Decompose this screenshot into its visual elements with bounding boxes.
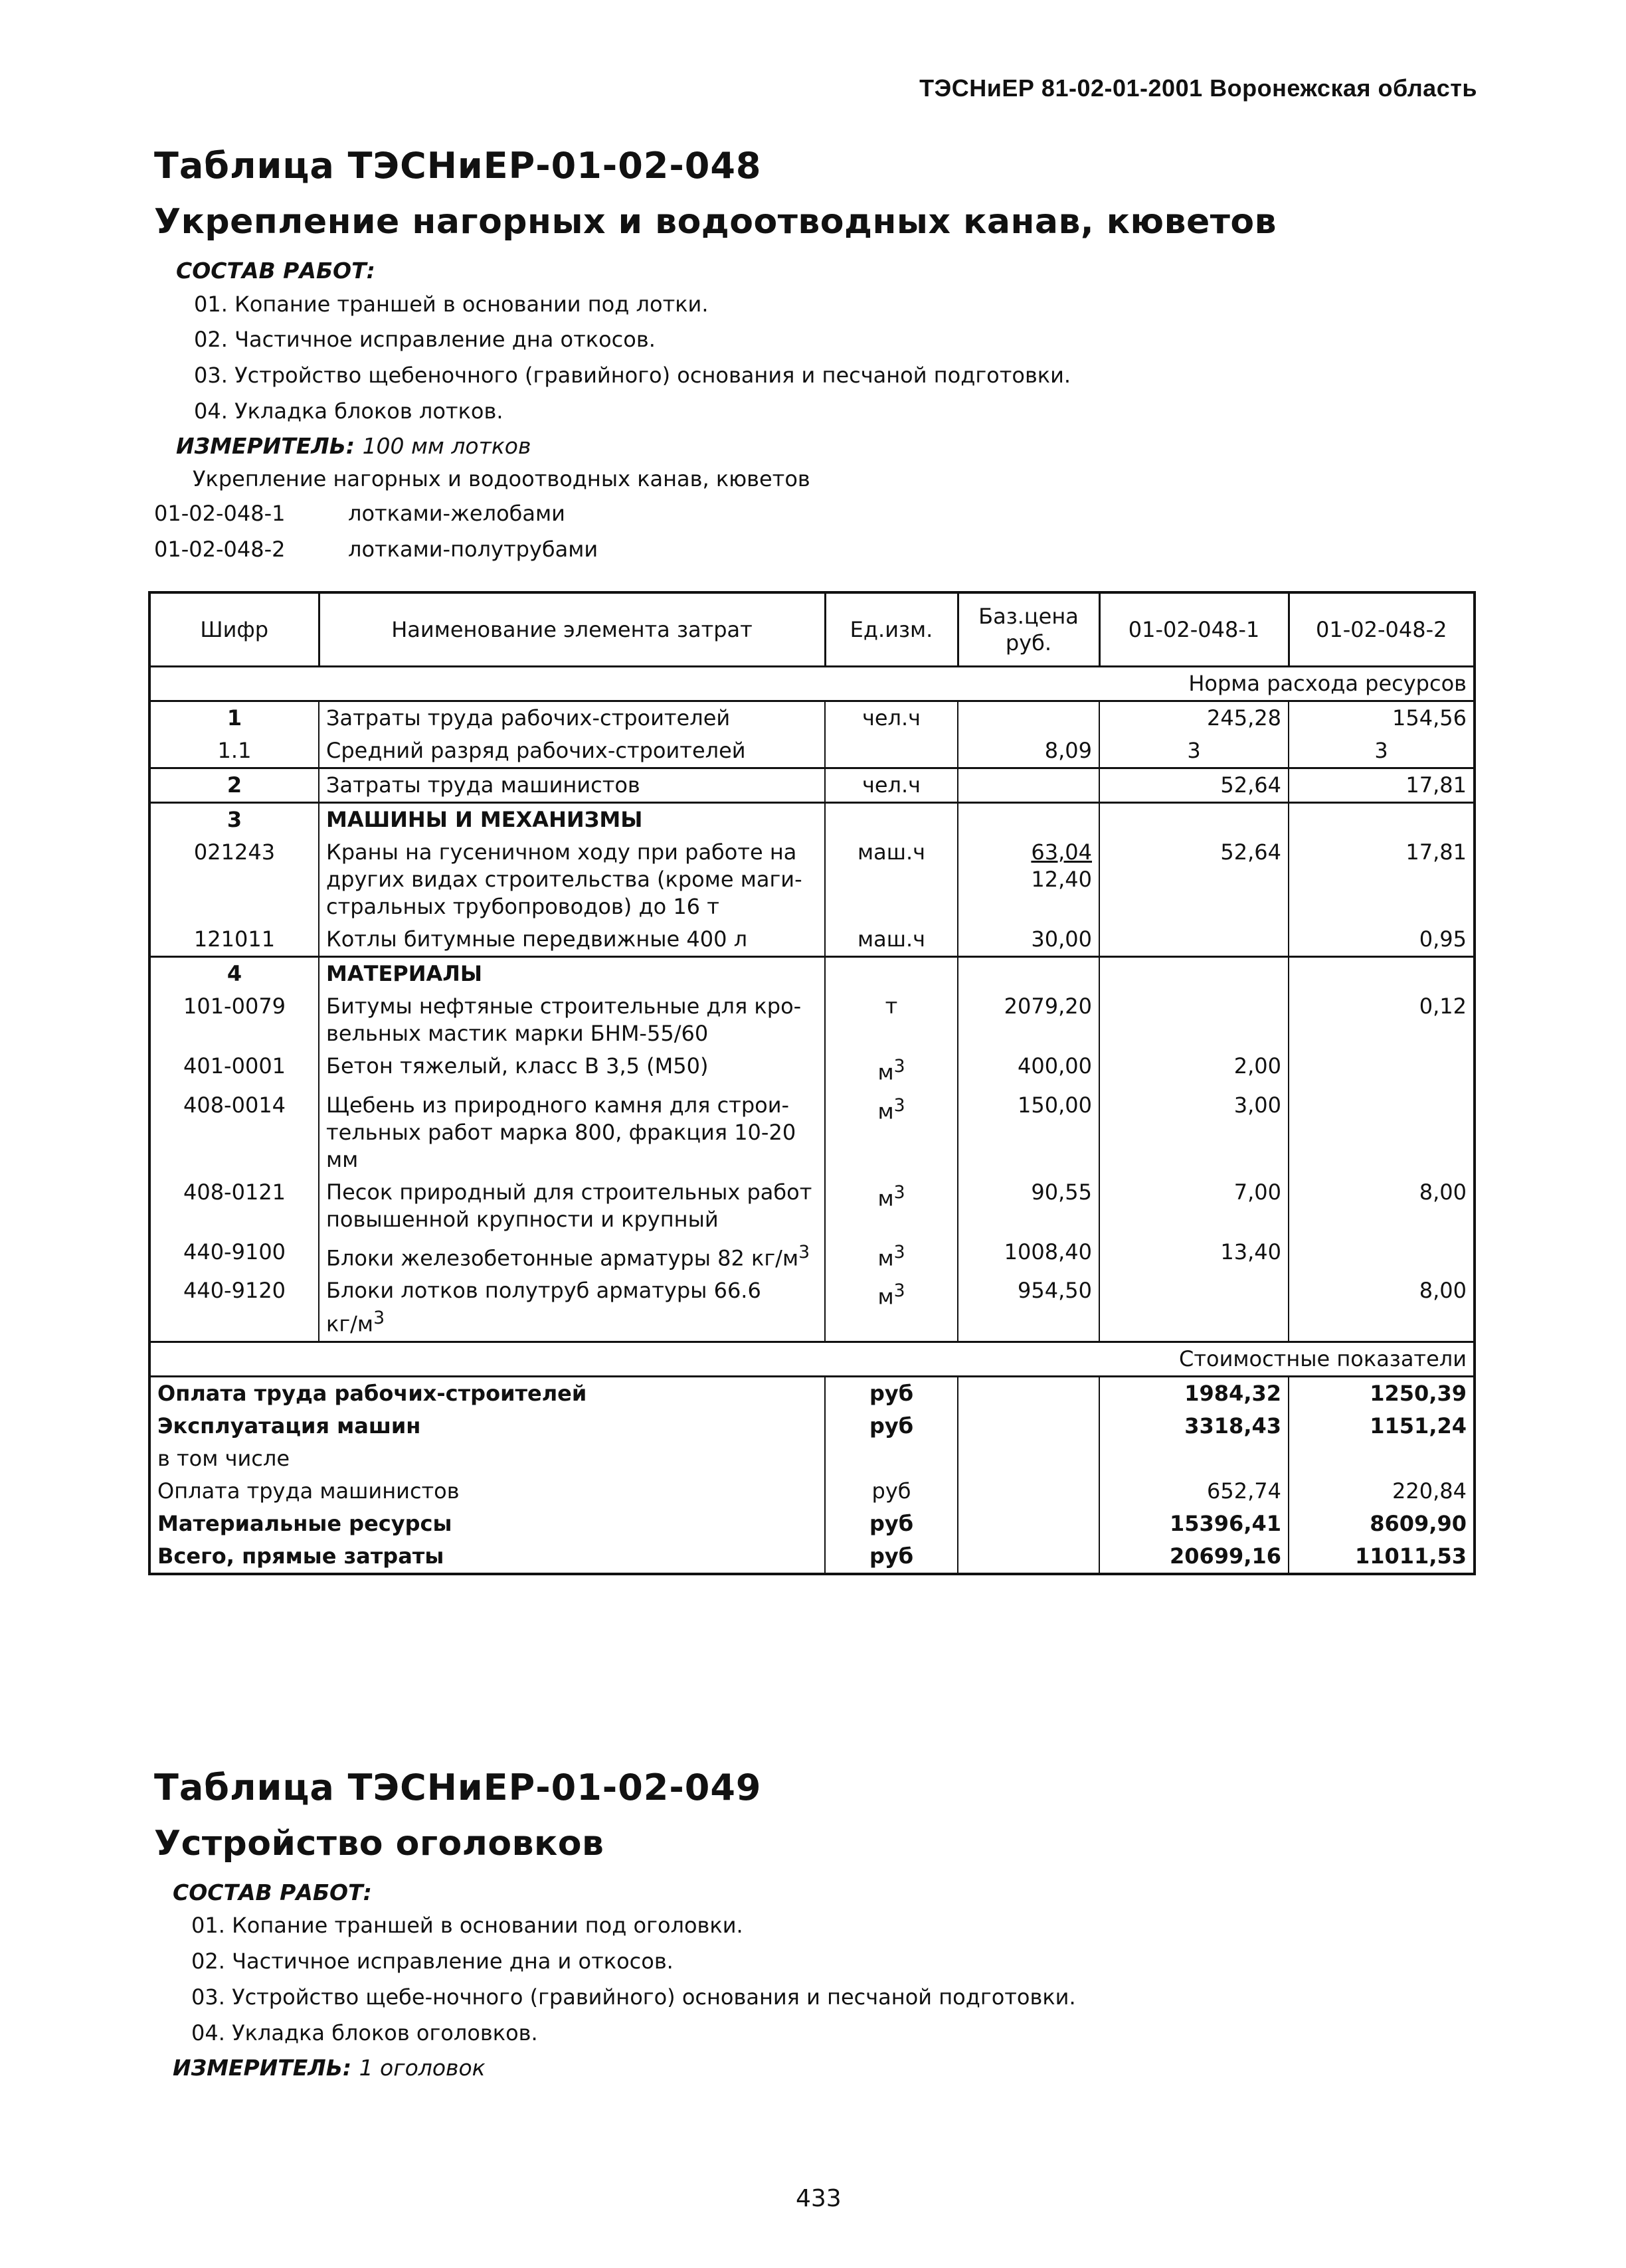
row-price-secondary: 12,40: [1031, 867, 1092, 892]
section-row: [149, 803, 1475, 837]
running-header: ТЭСНиЕР 81-02-01-2001 Воронежская область: [919, 74, 1477, 102]
table2-work-item: 04. Укладка блоков оголовков.: [191, 2020, 538, 2046]
row-name-line: Краны на гусеничном ходу при работе на: [326, 839, 797, 865]
cost-band-row: [149, 1342, 1475, 1376]
table2-title: Таблица ТЭСНиЕР-01-02-049: [154, 1767, 762, 1808]
row-name: Бетон тяжелый, класс В 3,5 (М50): [319, 1050, 825, 1089]
row-price: 1008,40: [958, 1236, 1099, 1275]
cost-unit: руб: [825, 1475, 958, 1508]
cost-row: [149, 1376, 1475, 1410]
table1-group-caption: Укрепление нагорных и водоотводных канав, кюветов: [193, 466, 810, 491]
table1-work-item: 04. Укладка блоков лотков.: [194, 398, 503, 424]
row-name-line: Песок природный для строительных работ: [326, 1179, 812, 1205]
table1-subtitle: Укрепление нагорных и водоотводных канав, кюветов: [154, 202, 1277, 242]
table1-works-label: СОСТАВ РАБОТ:: [176, 258, 375, 284]
row-name: [319, 990, 825, 1050]
row-v1: 3,00: [1099, 1089, 1289, 1176]
section-title: МАШИНЫ И МЕХАНИЗМЫ: [319, 803, 825, 837]
row-name-line: повышенной крупности и крупный: [326, 1206, 719, 1232]
table-row: [149, 735, 1475, 768]
row-name: [319, 1176, 825, 1236]
row-name: Блоки железобетонные арматуры 82 $кг/м^3$: [319, 1236, 825, 1275]
cost-v1: 15396,41: [1099, 1508, 1289, 1540]
variant-name: лотками-желобами: [348, 501, 565, 526]
norm-table: [148, 591, 1476, 1575]
cost-row: [149, 1442, 1475, 1475]
cost-v1: 20699,16: [1099, 1540, 1289, 1574]
row-price: 2079,20: [958, 990, 1099, 1050]
row-unit: $м^3$: [825, 1274, 958, 1342]
row-name-line: $кг/м^3$: [326, 1308, 385, 1337]
row-code: 121011: [149, 923, 319, 957]
variant-code: 01-02-048-1: [154, 501, 286, 526]
row-v2: 8,00: [1289, 1274, 1475, 1342]
table-row: [149, 1274, 1475, 1342]
row-v1: [1099, 923, 1289, 957]
variant-name: лотками-полутрубами: [348, 537, 598, 562]
cost-v2: [1289, 1442, 1475, 1475]
row-name: Затраты труда рабочих-строителей: [319, 701, 825, 735]
table1-work-item: 01. Копание траншей в основании под лотки.: [194, 292, 709, 317]
row-v2: [1289, 1236, 1475, 1275]
cost-unit: руб: [825, 1540, 958, 1574]
row-code: 408-0014: [149, 1089, 319, 1176]
row-v2: [1289, 1050, 1475, 1089]
row-price: 8,09: [958, 735, 1099, 768]
row-v2: 3: [1289, 735, 1475, 768]
cost-v1: 1984,32: [1099, 1376, 1289, 1410]
row-name-line: вельных мастик марки БНМ-55/60: [326, 1021, 709, 1046]
row-v1: [1099, 990, 1289, 1050]
table-row: [149, 990, 1475, 1050]
cost-name: в том числе: [149, 1442, 825, 1475]
table2-work-item: 03. Устройство щебе-ночного (гравийного) основания и песчаной подготовки.: [191, 1984, 1076, 2010]
row-code: 1: [149, 701, 319, 735]
section-row: [149, 957, 1475, 991]
cost-unit: руб: [825, 1410, 958, 1442]
row-code: 2: [149, 768, 319, 803]
row-unit: чел.ч: [825, 768, 958, 803]
row-name: Средний разряд рабочих-строителей: [319, 735, 825, 768]
table2-meter: [173, 2055, 486, 2081]
row-v1: [1099, 1274, 1289, 1342]
row-v1: 13,40: [1099, 1236, 1289, 1275]
col-header-name: Наименование элемента затрат: [319, 592, 825, 667]
cost-row: [149, 1475, 1475, 1508]
row-price: [958, 836, 1099, 923]
cost-v2: 1151,24: [1289, 1410, 1475, 1442]
table-row: [149, 1089, 1475, 1176]
cost-name: Оплата труда машинистов: [149, 1475, 825, 1508]
table1-work-item: 03. Устройство щебеночного (гравийного) основания и песчаной подготовки.: [194, 363, 1071, 388]
row-price-main: 63,04: [1031, 839, 1092, 865]
row-unit: $м^3$: [825, 1236, 958, 1275]
row-name-line: Битумы нефтяные строительные для кро-: [326, 994, 802, 1019]
row-price: 150,00: [958, 1089, 1099, 1176]
row-name: Затраты труда машинистов: [319, 768, 825, 803]
cost-v2: 11011,53: [1289, 1540, 1475, 1574]
row-v2: 154,56: [1289, 701, 1475, 735]
row-v2: [1289, 1089, 1475, 1176]
col-header-unit: Ед.изм.: [825, 592, 958, 667]
cost-v1: [1099, 1442, 1289, 1475]
row-unit: чел.ч: [825, 701, 958, 735]
table2-meter-value: 1 оголовок: [359, 2055, 486, 2081]
table-row: [149, 923, 1475, 957]
table-header-row: [149, 592, 1475, 667]
cost-row: [149, 1410, 1475, 1442]
row-price: 30,00: [958, 923, 1099, 957]
row-name-line: других видах строительства (кроме маги-: [326, 867, 802, 892]
row-code: 101-0079: [149, 990, 319, 1050]
row-code: 401-0001: [149, 1050, 319, 1089]
cost-v1: 3318,43: [1099, 1410, 1289, 1442]
row-v1: 3: [1099, 735, 1289, 768]
table2-work-item: 02. Частичное исправление дна и откосов.: [191, 1949, 674, 1974]
row-unit: $м^3$: [825, 1089, 958, 1176]
row-v1: 7,00: [1099, 1176, 1289, 1236]
cost-name: Материальные ресурсы: [149, 1508, 825, 1540]
row-code: 440-9120: [149, 1274, 319, 1342]
row-unit: маш.ч: [825, 923, 958, 957]
row-name: [319, 1274, 825, 1342]
table2-subtitle: Устройство оголовков: [154, 1824, 604, 1864]
table1-title: Таблица ТЭСНиЕР-01-02-048: [154, 145, 762, 187]
table-row: [149, 1050, 1475, 1089]
norm-band-row: [149, 667, 1475, 701]
table-row: [149, 768, 1475, 803]
row-price: 400,00: [958, 1050, 1099, 1089]
table2-work-item: 01. Копание траншей в основании под оголовки.: [191, 1913, 743, 1938]
page-number: 433: [796, 2185, 842, 2212]
row-code: 3: [149, 803, 319, 837]
norm-band: Норма расхода ресурсов: [149, 667, 1475, 701]
row-code: 408-0121: [149, 1176, 319, 1236]
row-v2: 0,12: [1289, 990, 1475, 1050]
row-code: 4: [149, 957, 319, 991]
row-name-line: стральных трубопроводов) до 16 т: [326, 894, 719, 919]
row-v2: 0,95: [1289, 923, 1475, 957]
col-header-price: Баз.цена руб.: [958, 592, 1099, 667]
cost-band: Стоимостные показатели: [149, 1342, 1475, 1376]
cost-v1: 652,74: [1099, 1475, 1289, 1508]
row-price: [958, 701, 1099, 735]
cost-unit: руб: [825, 1376, 958, 1410]
row-name-line: Блоки лотков полутруб арматуры 66.6: [326, 1278, 761, 1304]
row-name-line: мм: [326, 1146, 359, 1172]
cost-v2: 8609,90: [1289, 1508, 1475, 1540]
cost-name: Эксплуатация машин: [149, 1410, 825, 1442]
variant-code: 01-02-048-2: [154, 537, 286, 562]
table-row: [149, 1176, 1475, 1236]
row-name: [319, 1089, 825, 1176]
row-code: 440-9100: [149, 1236, 319, 1275]
section-title: МАТЕРИАЛЫ: [319, 957, 825, 991]
row-v1: 2,00: [1099, 1050, 1289, 1089]
cost-v2: 1250,39: [1289, 1376, 1475, 1410]
row-unit: т: [825, 990, 958, 1050]
col-header-code: Шифр: [149, 592, 319, 667]
cost-unit: руб: [825, 1508, 958, 1540]
row-code: 021243: [149, 836, 319, 923]
row-v2: 17,81: [1289, 768, 1475, 803]
cost-name: Оплата труда рабочих-строителей: [149, 1376, 825, 1410]
table1-meter: [176, 433, 531, 459]
row-v1: 52,64: [1099, 768, 1289, 803]
table1-meter-label: ИЗМЕРИТЕЛЬ:: [176, 433, 355, 459]
row-v1: 245,28: [1099, 701, 1289, 735]
row-v1: 52,64: [1099, 836, 1289, 923]
cost-row: [149, 1540, 1475, 1574]
table2-meter-label: ИЗМЕРИТЕЛЬ:: [173, 2055, 352, 2081]
row-name-line: Щебень из природного камня для строи-: [326, 1092, 790, 1118]
table1-meter-value: 100 мм лотков: [362, 433, 531, 459]
row-unit: $м^3$: [825, 1176, 958, 1236]
row-price: [958, 768, 1099, 803]
row-v2: 8,00: [1289, 1176, 1475, 1236]
table-row: [149, 1236, 1475, 1275]
col-header-v1: 01-02-048-1: [1099, 592, 1289, 667]
cost-row: [149, 1508, 1475, 1540]
table-row: [149, 836, 1475, 923]
row-unit: маш.ч: [825, 836, 958, 923]
table-row: [149, 701, 1475, 735]
row-price: 954,50: [958, 1274, 1099, 1342]
table1-work-item: 02. Частичное исправление дна откосов.: [194, 327, 656, 352]
row-unit: $м^3$: [825, 1050, 958, 1089]
cost-name: Всего, прямые затраты: [149, 1540, 825, 1574]
row-v2: 17,81: [1289, 836, 1475, 923]
row-price: 90,55: [958, 1176, 1099, 1236]
col-header-v2: 01-02-048-2: [1289, 592, 1475, 667]
table2-works-label: СОСТАВ РАБОТ:: [173, 1879, 372, 1905]
row-name: [319, 836, 825, 923]
cost-unit: [825, 1442, 958, 1475]
row-name-line: тельных работ марка 800, фракция 10-20: [326, 1119, 796, 1145]
row-code: 1.1: [149, 735, 319, 768]
row-unit: [825, 735, 958, 768]
row-name: Котлы битумные передвижные 400 л: [319, 923, 825, 957]
cost-v2: 220,84: [1289, 1475, 1475, 1508]
